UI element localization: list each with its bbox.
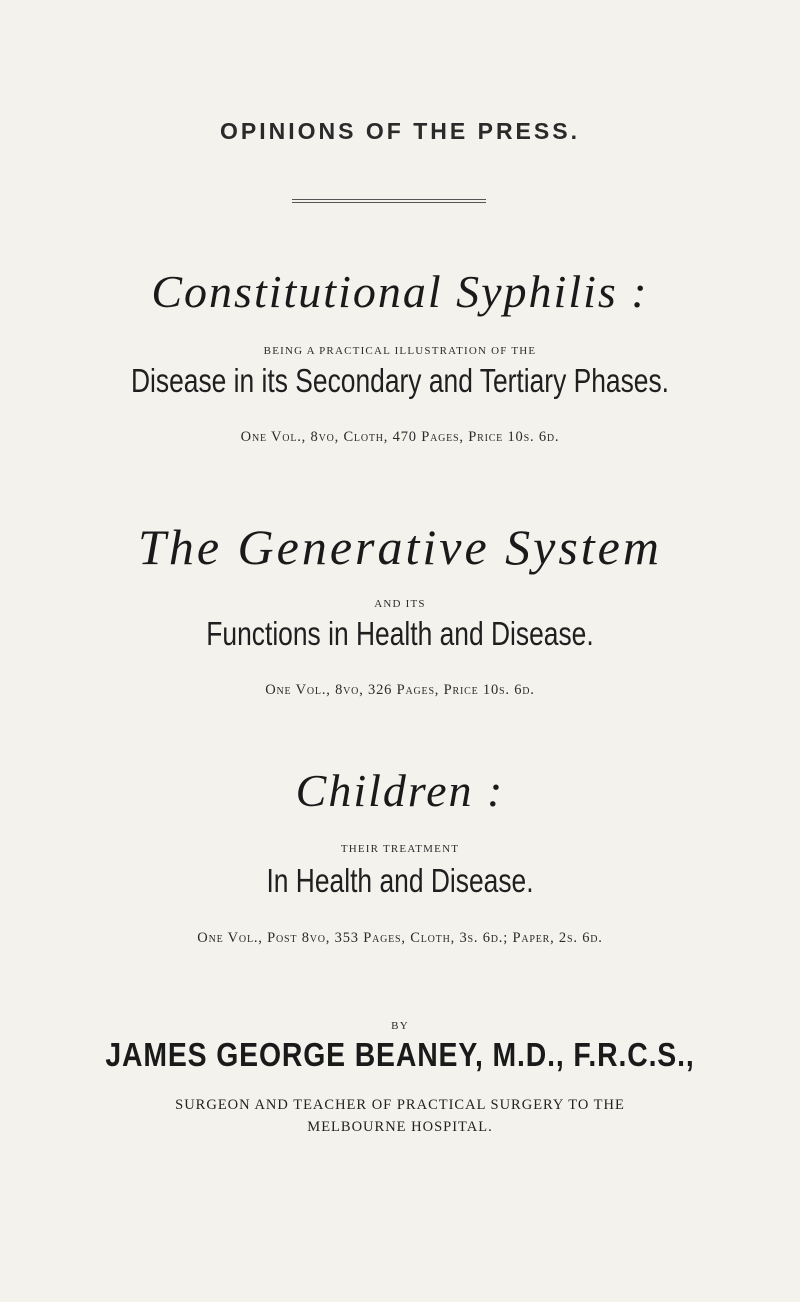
book-subtitle: Disease in its Secondary and Tertiary Phases. [130,362,670,399]
book-title: Constitutional Syphilis : [151,266,649,317]
author-position-line-1: SURGEON AND TEACHER OF PRACTICAL SURGERY TO THE [175,1097,625,1113]
book-subtitle: Functions in Health and Disease. [206,615,594,652]
author-position-line-2: MELBOURNE HOSPITAL. [307,1119,493,1135]
header-rule-top [292,199,486,200]
book-title: The Generative System [138,519,662,575]
author-name: JAMES GEORGE BEANEY, M.D., F.R.C.S., [105,1036,695,1073]
book-title: Children : [295,765,505,816]
page-header: OPINIONS OF THE PRESS. [220,118,580,144]
book-subtitle: In Health and Disease. [266,862,534,899]
book-details: One Vol., Post 8vo, 353 Pages, Cloth, 3s. 6d.; Paper, 2s. 6d. [197,930,603,946]
header-rule-bottom [292,202,486,203]
book-lead-in: BEING A PRACTICAL ILLUSTRATION OF THE [263,345,537,357]
by-line: BY [391,1020,409,1032]
book-lead-in: AND ITS [374,598,426,610]
book-details: One Vol., 8vo, 326 Pages, Price 10s. 6d. [265,682,535,698]
book-lead-in: THEIR TREATMENT [340,843,460,855]
book-details: One Vol., 8vo, Cloth, 470 Pages, Price 10s. 6d. [240,429,560,445]
